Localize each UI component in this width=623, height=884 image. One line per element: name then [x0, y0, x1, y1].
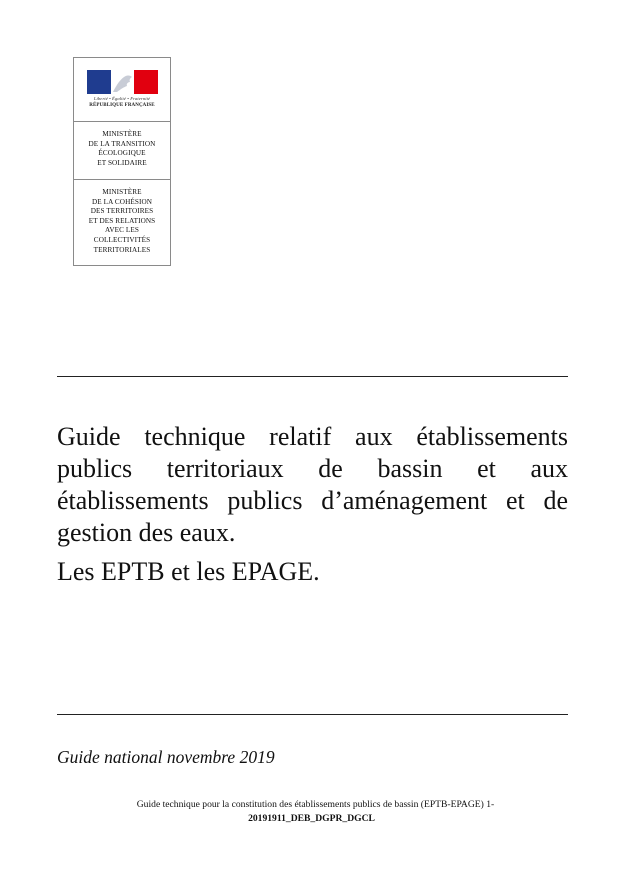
ministry-1-line: MINISTÈRE — [102, 130, 142, 138]
ministry-2-line: MINISTÈRE — [102, 188, 142, 196]
ministry-2-line: ET DES RELATIONS — [88, 216, 156, 225]
republic-name: RÉPUBLIQUE FRANÇAISE — [89, 103, 155, 108]
title-line: établissements publics d’aménagement et de — [57, 486, 568, 515]
title-line: gestion des eaux. — [57, 518, 236, 547]
bottom-divider — [57, 714, 568, 715]
ministry-2-line: AVEC LES — [104, 226, 139, 235]
footer-reference: 20191911_DEB_DGPR_DGCL — [248, 813, 375, 824]
government-logo-block — [73, 57, 171, 266]
ministry-2-line: DE LA COHÉSION — [91, 197, 153, 206]
ministry-territories — [74, 180, 170, 265]
republic-logo — [74, 58, 170, 122]
marianne-flag-icon — [87, 70, 158, 94]
ministry-ecology — [74, 122, 170, 180]
republic-motto: Liberté • Égalité • Fraternité — [93, 96, 151, 101]
ministry-2-line: TERRITORIALES — [93, 245, 151, 254]
ministry-1-line: ÉCOLOGIQUE — [98, 149, 146, 158]
guide-edition-label: Guide national novembre 2019 — [57, 747, 275, 767]
title-line: Guide technique relatif aux établissements — [57, 422, 568, 451]
ministry-2-line: DES TERRITOIRES — [90, 207, 154, 216]
top-divider — [57, 376, 568, 377]
footer-description: Guide technique pour la constitution des établissements publics de bassin (EPTB-EPAGE) 1- — [136, 799, 495, 810]
title-line: publics territoriaux de bassin et aux — [57, 454, 568, 483]
ministry-1-line: DE LA TRANSITION — [88, 139, 156, 148]
ministry-1-line: ET SOLIDAIRE — [97, 158, 147, 167]
ministry-2-line: COLLECTIVITÉS — [93, 235, 151, 244]
document-title — [57, 421, 568, 549]
document-subtitle: Les EPTB et les EPAGE. — [57, 557, 320, 586]
